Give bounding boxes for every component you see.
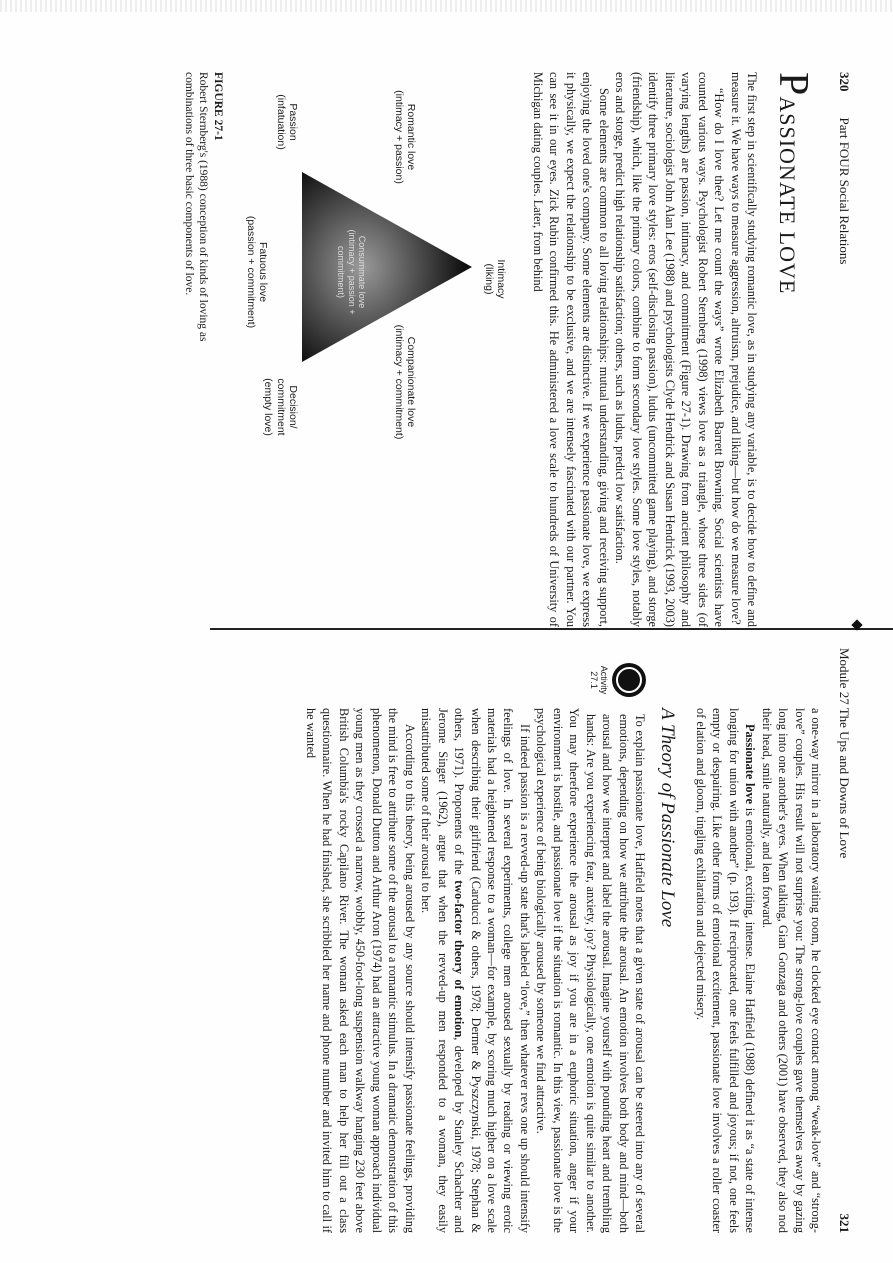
page-number-right: 321: [837, 1213, 852, 1233]
running-head-left: [824, 72, 852, 627]
section-heading: A Theory of Passionate Love: [657, 708, 679, 928]
label-consummate-love: Consummate love (intimacy + passion + commitment): [335, 229, 368, 315]
label-intimacy: Intimacy (liking): [482, 259, 508, 299]
activity-marker[interactable]: [589, 654, 646, 706]
module-title: Module 27 The Ups and Downs of Love: [837, 648, 852, 859]
figure-label: FIGURE 27-1: [212, 72, 225, 141]
part-title: Part FOUR Social Relations: [837, 117, 852, 265]
web-activity-icon: [612, 663, 646, 697]
paragraph: “How do I love thee? Let me count the ways” wrote Elizabeth Barrett Browning. Social scientists have counted various ways. Psychologist Robert Sternberg (1998) views love as a triangle, whose three sides (of varying lengths) are passion, intimacy, and commitment (Figure 27-1). Drawing from ancient philosophy and literature, sociologist John Alan Lee (1988) and psychologists Clyde Hendrick and Susan Hendrick (1993, 2003) identify three primary love styles: eros (self-disclosing passion), ludus (uncommitted game playing), and storge (friendship), which, like the primary colors, combine to form secondary love styles. Some love styles, notably eros and storge, predict high relationship satisfaction; others, such as ludus, predict low satisfaction.: [613, 72, 727, 627]
scan-edge: [0, 0, 893, 12]
running-head-right: [824, 648, 852, 1233]
paragraph-text: , developed by Stanley Schachter and Jerome Singer (1962), argue that when the revved-up men responded to a woman, they easily misattributed some of their arousal to her.: [419, 708, 467, 1233]
triangle-shape: [302, 172, 472, 362]
section-title: [772, 72, 814, 627]
paragraph-text: is emotional, exciting, intense. Elaine Hatfield (1988) defined it as “a state of intense longing for union with another” (p. 193). If reciprocated, one feels fulfilled and joyous; if not, one feels empty or despairing. Like other forms of emotional excitement, passionate love involves a roller coaster of elation and gloom, tingling exhilaration and dejected misery.: [693, 708, 758, 1233]
paragraph: The first step in scientifically studying romantic love, as in studying any variable, is to decide how to define and measure it. We have ways to measure aggression, altruism, prejudice, and liking—but how do we measure love?: [728, 72, 759, 627]
label-companionate-love: Companionate love (intimacy + commitment): [392, 324, 418, 440]
figure-27-1: [177, 72, 507, 627]
label-passion: Passion (infatuation): [274, 94, 300, 150]
paragraph: Some elements are common to all loving relationships: mutual understanding, giving and receiving support, enjoying the loved one's company. Some elements are distinctive. If we experience passionate love, we express it physically, we expect the relationship to be exclusive, and we are intensely fascinated with our partner. You can see it in our eyes. Zick Rubin confirmed this. He administered a love scale to hundreds of University of Michigan dating couples. Later, from behind: [530, 72, 611, 627]
paragraph: To explain passionate love, Hatfield notes that a given state of arousal can be steered into any of several emotions, depending on how we attribute the arousal. An emotion involves both body and mind—both arousal and how we interpret and label the arousal. Imagine yourself with pounding heart and trembling hands: Are you experiencing fear, anxiety, joy? Physiologically, one emotion is quite similar to another. You may therefore experience the arousal as joy if you are in a euphoric situation, anger if your environment is hostile, and passionate love if the situation is romantic. In this view, passionate love is the psychological experience of being biologically aroused by someone we find attractive.: [534, 708, 648, 1233]
title-rest: ASSIONATE LOVE: [775, 96, 800, 295]
title-initial: P: [770, 72, 816, 97]
paragraph: [418, 708, 533, 1233]
page-321: [32, 648, 852, 1233]
key-term: Passionate love: [743, 724, 758, 805]
paragraph: [692, 708, 758, 1233]
page-320: [32, 72, 852, 627]
page-divider: [210, 628, 893, 630]
key-term: two-factor theory of emotion: [452, 880, 467, 1038]
figure-caption: [181, 72, 226, 402]
figure-caption-text: Robert Sternberg's (1988) conception of kinds of loving as combinations of three basic components of love.: [182, 72, 210, 342]
paragraph: a one-way mirror in a laboratory waiting room, he clocked eye contact among “weak-love” and “strong-love” couples. His result will not surprise you: The strong-love couples gave themselves away by gazing long into one another's eyes. When talking, Gian Gonzaga and others (2001) have observed, they also nod their head, smile naturally, and lean forward.: [759, 708, 823, 1233]
paragraph-text: If indeed passion is a revved-up state that's labeled “love,” then whatever revs one up should intensify feelings of love. In several experiments, college men aroused sexually by reading or viewing erotic materials had a heightened response to a woman—for example, by scoring much higher on a love scale when describing their girlfriend (Carducci & others, 1978; Dermer & Pyszczynski, 1978; Stephan & others, 1971). Proponents of the: [452, 708, 532, 1233]
label-fatuous-love: Fatuous love (passion + commitment): [244, 215, 270, 329]
page-number-left: 320: [837, 72, 852, 92]
activity-label: Activity 27.1: [589, 665, 610, 695]
label-romantic-love: Romantic love (intimacy + passion): [392, 90, 418, 184]
paragraph: According to this theory, being aroused by any source should intensify passionate feelings, providing the mind is free to attribute some of the arousal to a romantic stimulus. In a dramatic demonstration of this phenomenon, Donald Dutton and Arthur Aron (1974) had an attractive young woman approach individual young men as they crossed a narrow, wobbly, 450-foot-long suspension walkway hanging 230 feet above British Columbia's rocky Capilano River. The woman asked each man to help her fill out a class questionnaire. When he had finished, she scribbled her name and phone number and invited him to call if he wanted: [303, 708, 417, 1233]
label-decision-commitment: Decision/ commitment (empty love): [262, 378, 300, 436]
